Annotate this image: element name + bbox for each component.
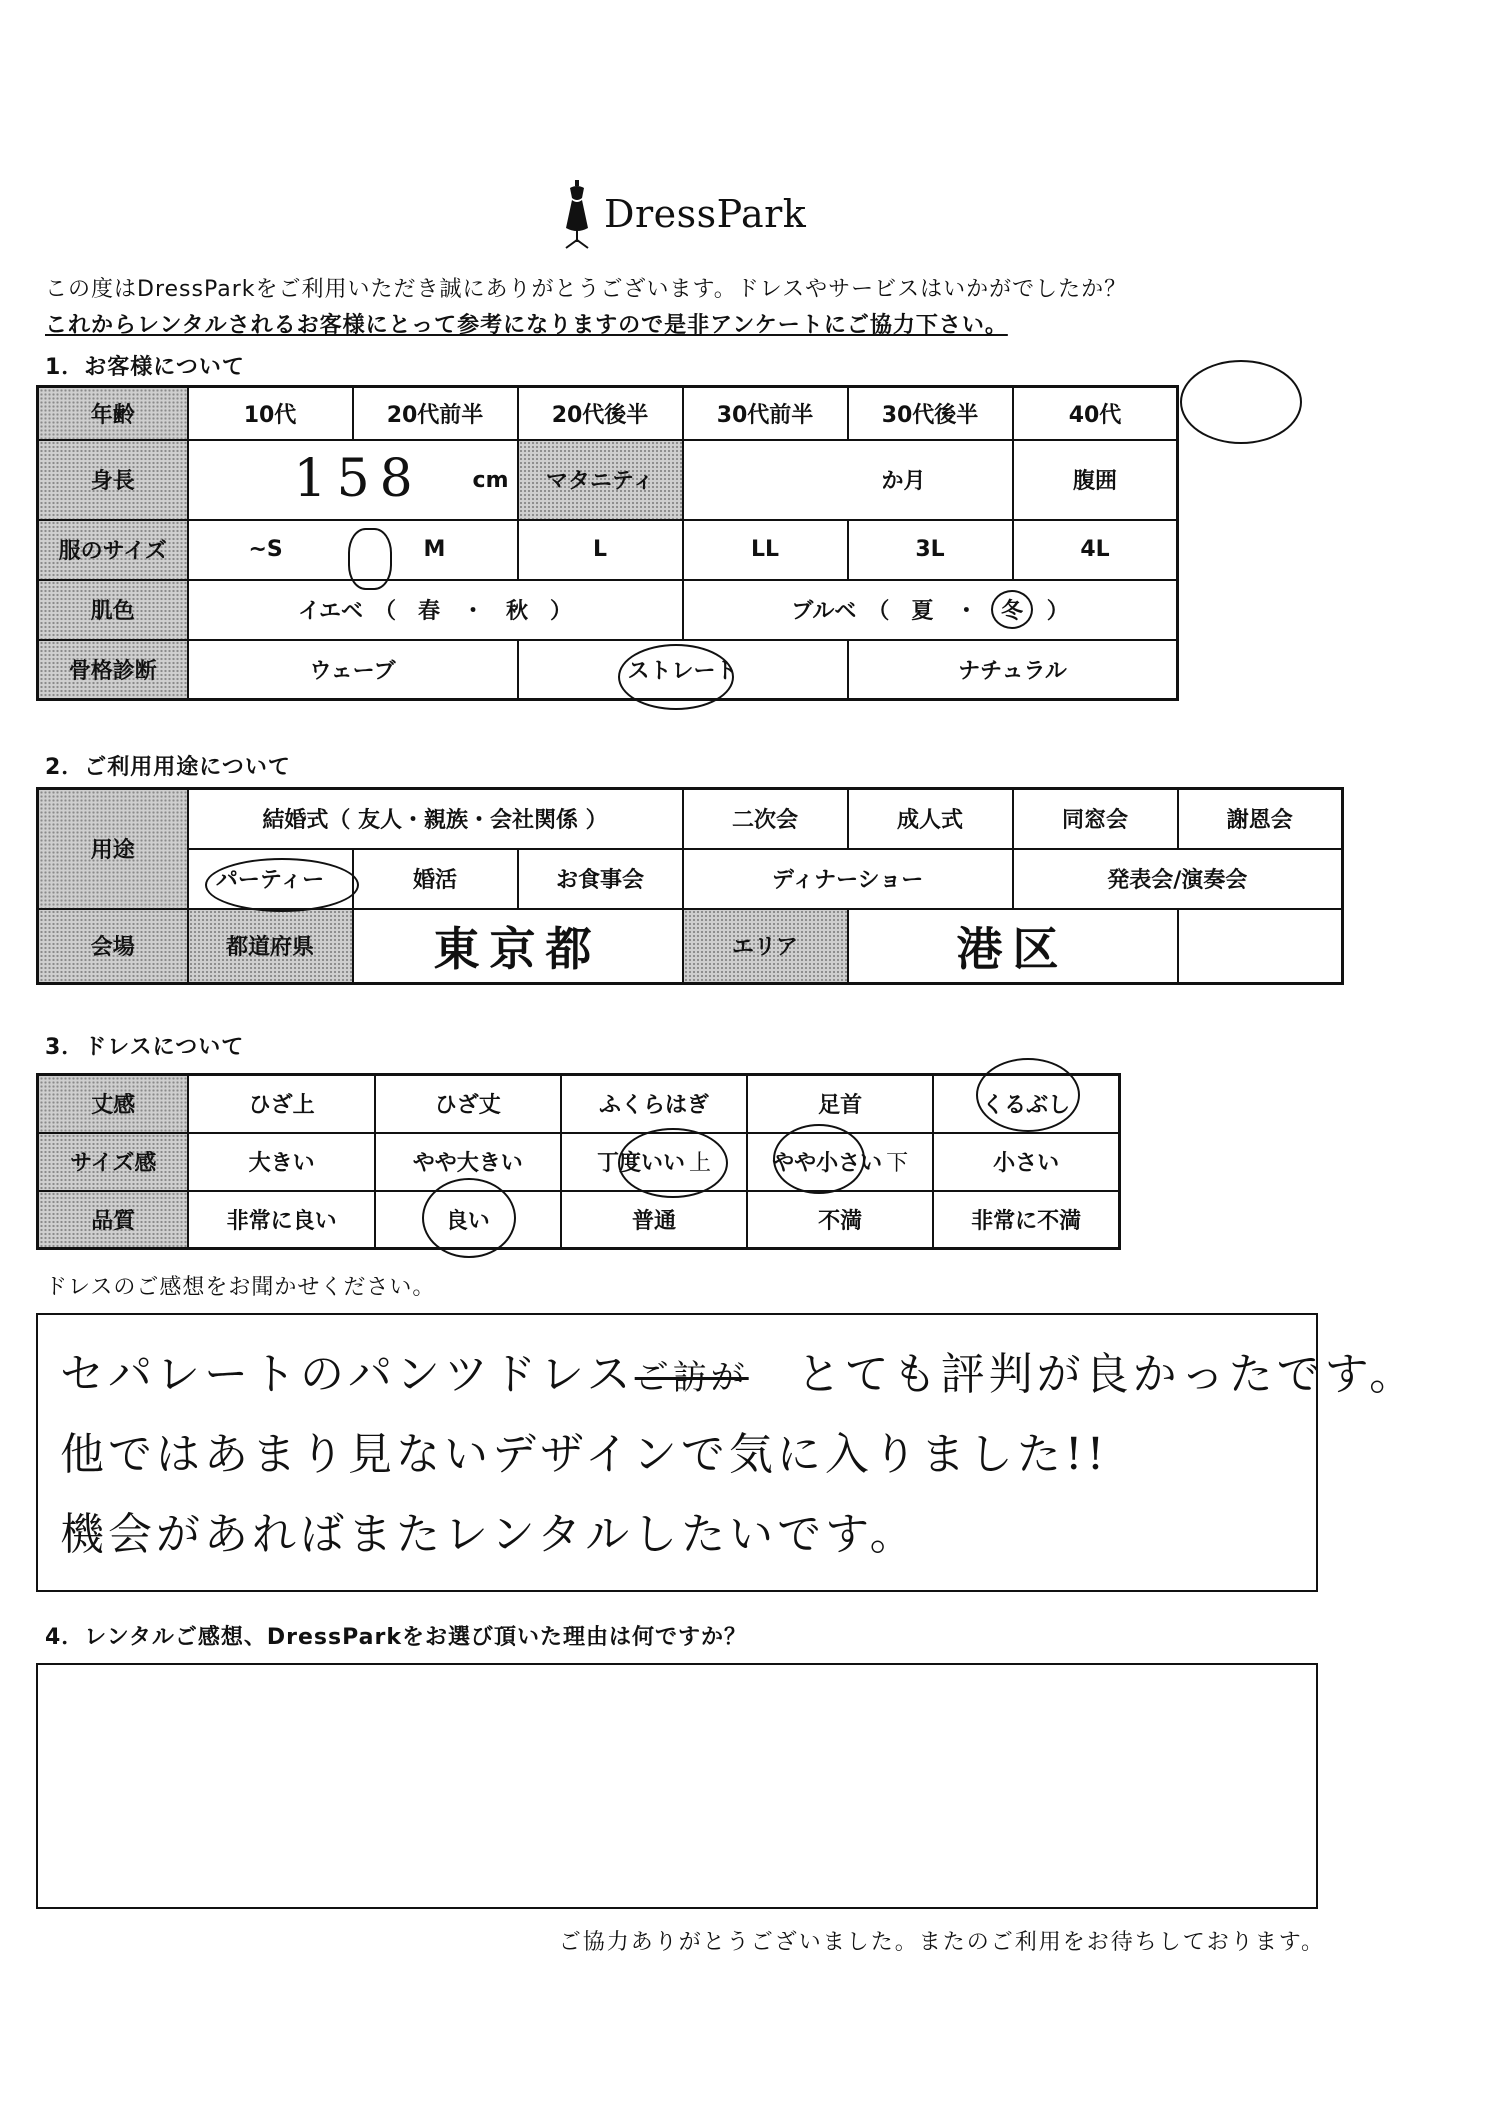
- quality-option[interactable]: 不満: [747, 1191, 933, 1249]
- selection-circle: [422, 1178, 516, 1258]
- skin-row: [38, 580, 1178, 640]
- fit-note-top: 上: [688, 1151, 711, 1176]
- impressions-text: セパレートのパンツドレス: [60, 1349, 635, 1400]
- frame-label: 骨格診断: [38, 640, 188, 700]
- selection-circle: [618, 644, 734, 710]
- age-option[interactable]: 30代後半: [848, 387, 1013, 440]
- section1-title: 1．お客様について: [45, 355, 245, 380]
- size-option[interactable]: L: [518, 520, 683, 580]
- fit-option[interactable]: 小さい: [933, 1133, 1119, 1191]
- frame-option[interactable]: ナチュラル: [848, 640, 1178, 700]
- fit-option-label: 丁度いい: [596, 1151, 685, 1176]
- pref-label: 都道府県: [188, 909, 353, 984]
- section3-title: 3．ドレスについて: [45, 1035, 245, 1060]
- age-option[interactable]: 10代: [188, 387, 353, 440]
- impressions-strikethrough: ご訪が: [634, 1358, 749, 1398]
- fit-row: [38, 1133, 1120, 1191]
- purpose-option[interactable]: 婚活: [353, 849, 518, 909]
- section4-answer-box[interactable]: [36, 1663, 1318, 1909]
- intro-text: この度はDressParkをご利用いただき誠にありがとうございます。ドレスやサービスはいかがでしたか？: [45, 277, 1128, 302]
- selection-circle: [618, 1128, 728, 1198]
- footer-thanks: ご協力ありがとうございました。またのご利用をお待ちしております。: [558, 1930, 1325, 1955]
- quality-label: 品質: [38, 1191, 189, 1249]
- purpose-option[interactable]: 発表会/演奏会: [1013, 849, 1343, 909]
- skin-blue-pre: ブルベ （ 夏 ・: [791, 599, 978, 624]
- age-option[interactable]: 20代前半: [353, 387, 518, 440]
- size-option: ~S: [248, 536, 283, 562]
- length-option[interactable]: ふくらはぎ: [561, 1075, 747, 1133]
- area-value[interactable]: 港区: [848, 909, 1178, 984]
- selection-circle: [976, 1058, 1080, 1132]
- age-row: [38, 387, 1178, 440]
- size-option[interactable]: 4L: [1013, 520, 1178, 580]
- size-option: M: [423, 536, 446, 562]
- purpose-option-selected[interactable]: パーティー: [188, 849, 353, 909]
- dress-table: [36, 1073, 1121, 1250]
- size-option[interactable]: LL: [683, 520, 848, 580]
- purpose-option[interactable]: ディナーショー: [683, 849, 1013, 909]
- empty-cell: [1178, 909, 1343, 984]
- waist-label: 腹囲: [1013, 440, 1178, 520]
- frame-row: [38, 640, 1178, 700]
- selection-circle: [1180, 360, 1302, 444]
- length-option[interactable]: ひざ丈: [375, 1075, 561, 1133]
- purpose-label: 用途: [38, 789, 188, 909]
- skin-label: 肌色: [38, 580, 188, 640]
- selection-circle: [773, 1124, 865, 1194]
- impressions-line-2: 他ではあまり見ないデザインで気に入りました!!: [60, 1429, 1109, 1480]
- purpose-option[interactable]: お食事会: [518, 849, 683, 909]
- venue-label: 会場: [38, 909, 188, 984]
- quality-option[interactable]: 非常に良い: [188, 1191, 374, 1249]
- purpose-option[interactable]: 二次会: [683, 789, 848, 849]
- purpose-option[interactable]: 成人式: [848, 789, 1013, 849]
- area-label: エリア: [683, 909, 848, 984]
- purpose-option[interactable]: 同窓会: [1013, 789, 1178, 849]
- size-label: 服のサイズ: [38, 520, 188, 580]
- intro-request: これからレンタルされるお客様にとって参考になりますので是非アンケートにご協力下さい。: [45, 313, 1008, 338]
- fit-note-bottom: 下: [886, 1151, 909, 1176]
- purpose-option[interactable]: 謝恩会: [1178, 789, 1343, 849]
- customer-table: [36, 385, 1179, 701]
- maternity-label: マタニティ: [518, 440, 683, 520]
- pref-value[interactable]: 東京都: [353, 909, 683, 984]
- height-value: 158: [293, 448, 423, 509]
- impressions-prompt: ドレスのご感想をお聞かせください。: [45, 1275, 436, 1300]
- length-option[interactable]: 足首: [747, 1075, 933, 1133]
- frame-option-selected[interactable]: ストレート: [518, 640, 848, 700]
- length-label: 丈感: [38, 1075, 189, 1133]
- skin-yellow[interactable]: イエベ （ 春 ・ 秋 ）: [188, 580, 683, 640]
- length-option-selected[interactable]: くるぶし: [933, 1075, 1119, 1133]
- height-field[interactable]: [188, 440, 518, 520]
- frame-option[interactable]: ウェーブ: [188, 640, 518, 700]
- quality-option[interactable]: 非常に不満: [933, 1191, 1119, 1249]
- size-row: [38, 520, 1178, 580]
- quality-option-selected[interactable]: 良い: [375, 1191, 561, 1249]
- venue-row: [38, 909, 1343, 984]
- purpose-row-1: [38, 789, 1343, 849]
- impressions-text: とても評判が良かったです。: [796, 1349, 1418, 1400]
- skin-blue[interactable]: [683, 580, 1178, 640]
- quality-option[interactable]: 普通: [561, 1191, 747, 1249]
- age-label: 年齢: [38, 387, 188, 440]
- impressions-line-3: 機会があればまたレンタルしたいです。: [60, 1509, 918, 1560]
- selection-circle: [348, 528, 392, 590]
- section4-title: 4．レンタルご感想、DressParkをお選び頂いた理由は何ですか？: [45, 1625, 747, 1650]
- fit-label: サイズ感: [38, 1133, 189, 1191]
- dress-form-icon: [560, 178, 594, 250]
- length-row: [38, 1075, 1120, 1133]
- purpose-wedding[interactable]: 結婚式（ 友人・親族・会社関係 ）: [188, 789, 683, 849]
- height-unit: cm: [472, 467, 509, 493]
- skin-blue-post: ）: [1046, 599, 1069, 624]
- brand-name: DressPark: [604, 192, 807, 236]
- maternity-months[interactable]: か月: [683, 440, 1013, 520]
- size-option[interactable]: 3L: [848, 520, 1013, 580]
- age-option[interactable]: 40代: [1013, 387, 1178, 440]
- height-label: 身長: [38, 440, 188, 520]
- age-option[interactable]: 20代後半: [518, 387, 683, 440]
- selection-circle: [205, 858, 359, 912]
- skin-blue-selected: 冬: [991, 590, 1033, 629]
- fit-option[interactable]: やや大きい: [375, 1133, 561, 1191]
- age-option[interactable]: 30代前半: [683, 387, 848, 440]
- section2-title: 2．ご利用用途について: [45, 755, 291, 780]
- quality-row: [38, 1191, 1120, 1249]
- length-option[interactable]: ひざ上: [188, 1075, 374, 1133]
- impressions-line-1: [60, 1338, 1418, 1402]
- fit-option-label: やや小さい: [772, 1151, 883, 1176]
- height-row: [38, 440, 1178, 520]
- brand-header: [560, 178, 806, 250]
- fit-option[interactable]: 大きい: [188, 1133, 374, 1191]
